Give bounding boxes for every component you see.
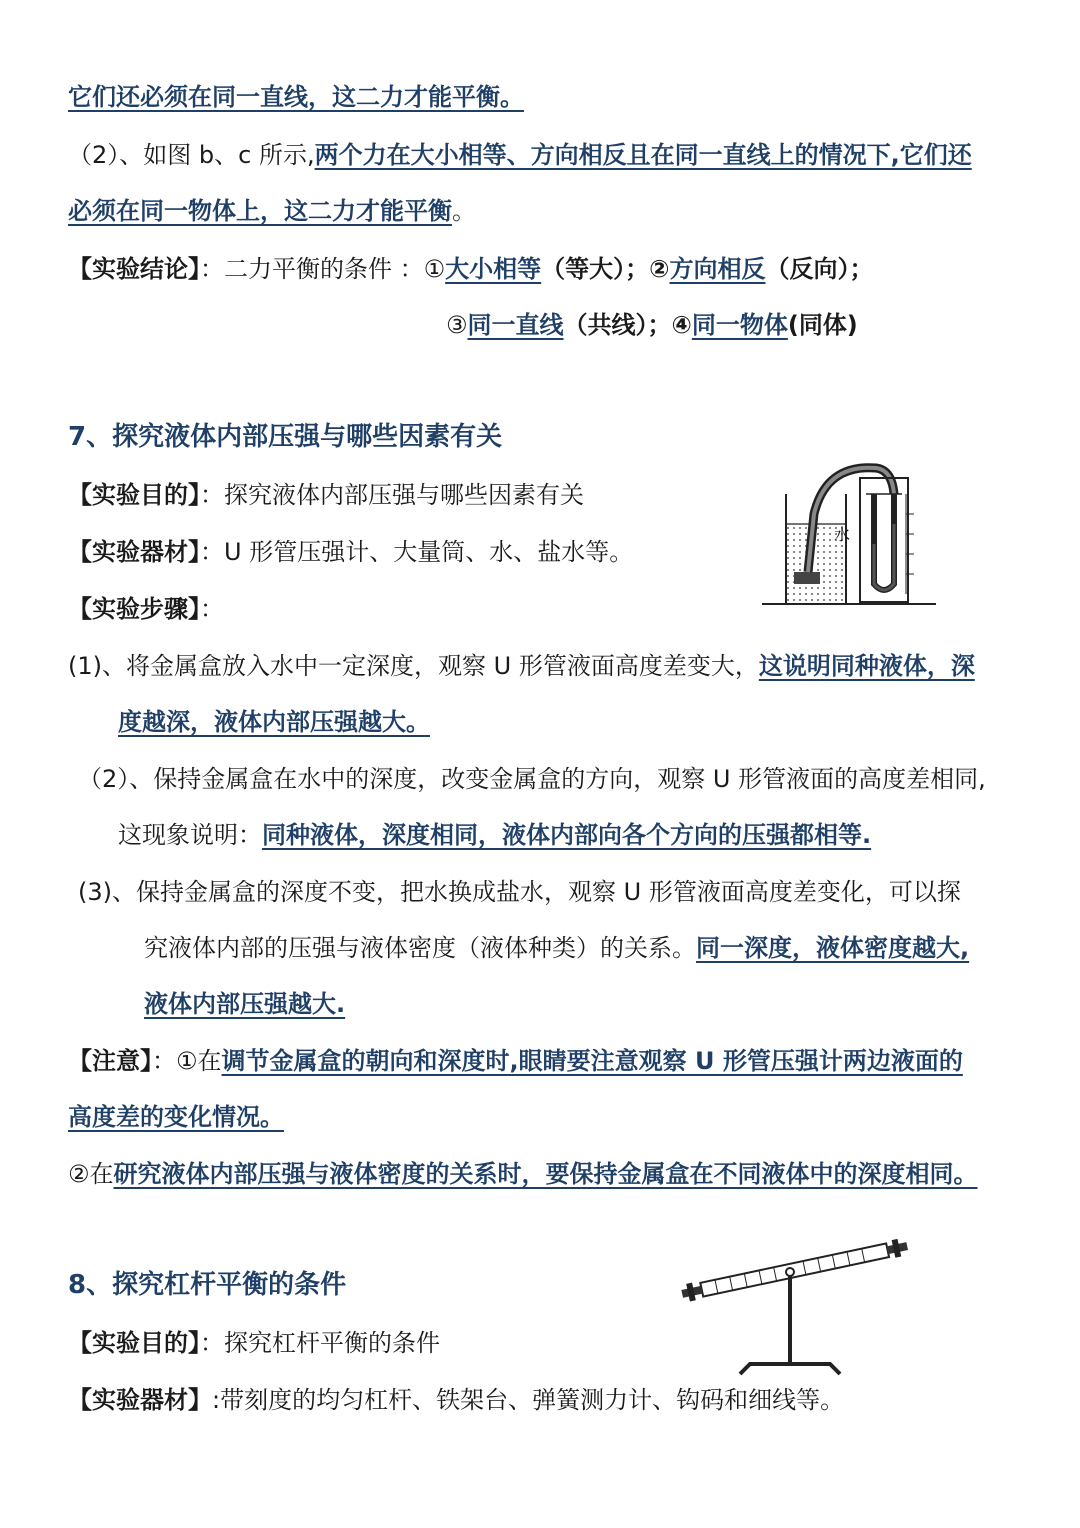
- sec6-para2-plain: （2）、如图 b、c 所示,: [68, 141, 315, 169]
- sec8-title: 8、探究杠杆平衡的条件: [68, 1270, 347, 1300]
- sec7-step1-cont-highlight: 度越深，液体内部压强越大。: [118, 708, 430, 736]
- sec7-equipment: [68, 535, 633, 569]
- lever-stand-figure: [670, 1212, 910, 1382]
- sec7-note2: [68, 1157, 978, 1191]
- sec7-note1-plain: ：①在: [152, 1047, 222, 1075]
- sec6-conclusion-text: ：二力平衡的条件 ：①: [200, 255, 446, 283]
- sec7-purpose: [68, 478, 584, 512]
- sec7-title: 7、探究液体内部压强与哪些因素有关: [68, 422, 503, 452]
- sec6-cond2-note: （反向）；: [765, 255, 874, 283]
- sec6-cond1-note: （等大）；②: [541, 255, 670, 283]
- sec6-cond4: 同一物体: [691, 311, 788, 339]
- sec8-equipment-text: :带刻度的均匀杠杆、铁架台、弹簧测力计、钩码和细线等。: [212, 1386, 845, 1414]
- sec7-step2-plain: （2）、保持金属盒在水中的深度，改变金属盒的方向，观察 U 形管液面的高度差相同,: [78, 765, 986, 793]
- sec7-step1-plain: (1)、将金属盒放入水中一定深度，观察 U 形管液面高度差变大，: [68, 652, 759, 680]
- sec7-step1: [68, 649, 975, 683]
- sec7-step3-cont: [144, 931, 969, 965]
- sec6-line1: [68, 80, 524, 114]
- sec7-step3-cont2-highlight: 液体内部压强越大.: [144, 990, 346, 1018]
- sec7-step3-cont2: [144, 987, 345, 1021]
- sec7-purpose-label: 【实验目的】: [68, 481, 200, 509]
- sec7-step3-plain: (3)、保持金属盒的深度不变，把水换成盐水，观察 U 形管液面高度差变化，可以探: [78, 878, 961, 906]
- sec7-step2: [78, 762, 986, 796]
- sec7-step3: [78, 875, 961, 909]
- sec7-step2-cont-plain: 这现象说明：: [118, 821, 262, 849]
- sec6-conclusion-cont: [446, 308, 858, 342]
- sec6-cond2: 方向相反: [669, 255, 766, 283]
- sec6-cond3-pre: ③: [446, 311, 468, 339]
- sec8-purpose-text: ：探究杠杆平衡的条件: [200, 1329, 440, 1357]
- sec7-step3-cont-plain: 究液体内部的压强与液体密度（液体种类）的关系。: [144, 934, 696, 962]
- sec6-para2-cont-end: 。: [452, 197, 476, 225]
- sec8-purpose-label: 【实验目的】: [68, 1329, 200, 1357]
- sec6-cond3-note: （共线）；④: [563, 311, 692, 339]
- sec8-equipment: [68, 1383, 844, 1417]
- sec6-cond1: 大小相等: [445, 255, 542, 283]
- sec7-note1-cont: [68, 1100, 284, 1134]
- sec7-note1-highlight: 调节金属盒的朝向和深度时,眼睛要注意观察 U 形管压强计两边液面的: [221, 1047, 963, 1075]
- sec6-para2: [68, 138, 972, 172]
- sec6-cond3: 同一直线: [467, 311, 564, 339]
- sec7-step3-cont-highlight: 同一深度，液体密度越大,: [696, 934, 970, 962]
- sec7-step1-cont: [118, 705, 430, 739]
- sec6-para2-highlight: 两个力在大小相等、方向相反且在同一直线上的情况下,它们还: [314, 141, 972, 169]
- sec6-para2-cont: [68, 194, 476, 228]
- sec7-steps-heading: [68, 592, 224, 626]
- sec7-steps-colon: ：: [200, 595, 224, 623]
- sec7-note-label: 【注意】: [68, 1047, 152, 1075]
- sec7-equipment-text: ：U 形管压强计、大量筒、水、盐水等。: [200, 538, 634, 566]
- sec6-conclusion: [68, 252, 873, 286]
- sec7-step2-cont: [118, 818, 871, 852]
- sec7-step2-cont-highlight: 同种液体，深度相同，液体内部向各个方向的压强都相等.: [262, 821, 872, 849]
- sec7-equipment-label: 【实验器材】: [68, 538, 200, 566]
- sec7-steps-label: 【实验步骤】: [68, 595, 200, 623]
- figure-water-label: 水: [834, 525, 851, 544]
- sec6-conclusion-label: 【实验结论】: [68, 255, 200, 283]
- sec7-note1: [68, 1044, 963, 1078]
- sec6-cond4-note: (同体): [787, 311, 858, 339]
- u-tube-manometer-figure: [756, 454, 946, 614]
- sec6-line1-highlight: 它们还必须在同一直线，这二力才能平衡。: [68, 83, 524, 111]
- sec7-step1-highlight: 这说明同种液体，深: [758, 652, 975, 680]
- sec7-note2-highlight: 研究液体内部压强与液体密度的关系时，要保持金属盒在不同液体中的深度相同。: [113, 1160, 978, 1188]
- sec7-note2-plain: ②在: [68, 1160, 114, 1188]
- sec8-equipment-label: 【实验器材】: [68, 1386, 212, 1414]
- sec7-purpose-text: ：探究液体内部压强与哪些因素有关: [200, 481, 584, 509]
- sec8-purpose: [68, 1326, 440, 1360]
- sec6-para2-cont-highlight: 必须在同一物体上，这二力才能平衡: [68, 197, 452, 225]
- sec7-note1-cont-highlight: 高度差的变化情况。: [68, 1103, 284, 1131]
